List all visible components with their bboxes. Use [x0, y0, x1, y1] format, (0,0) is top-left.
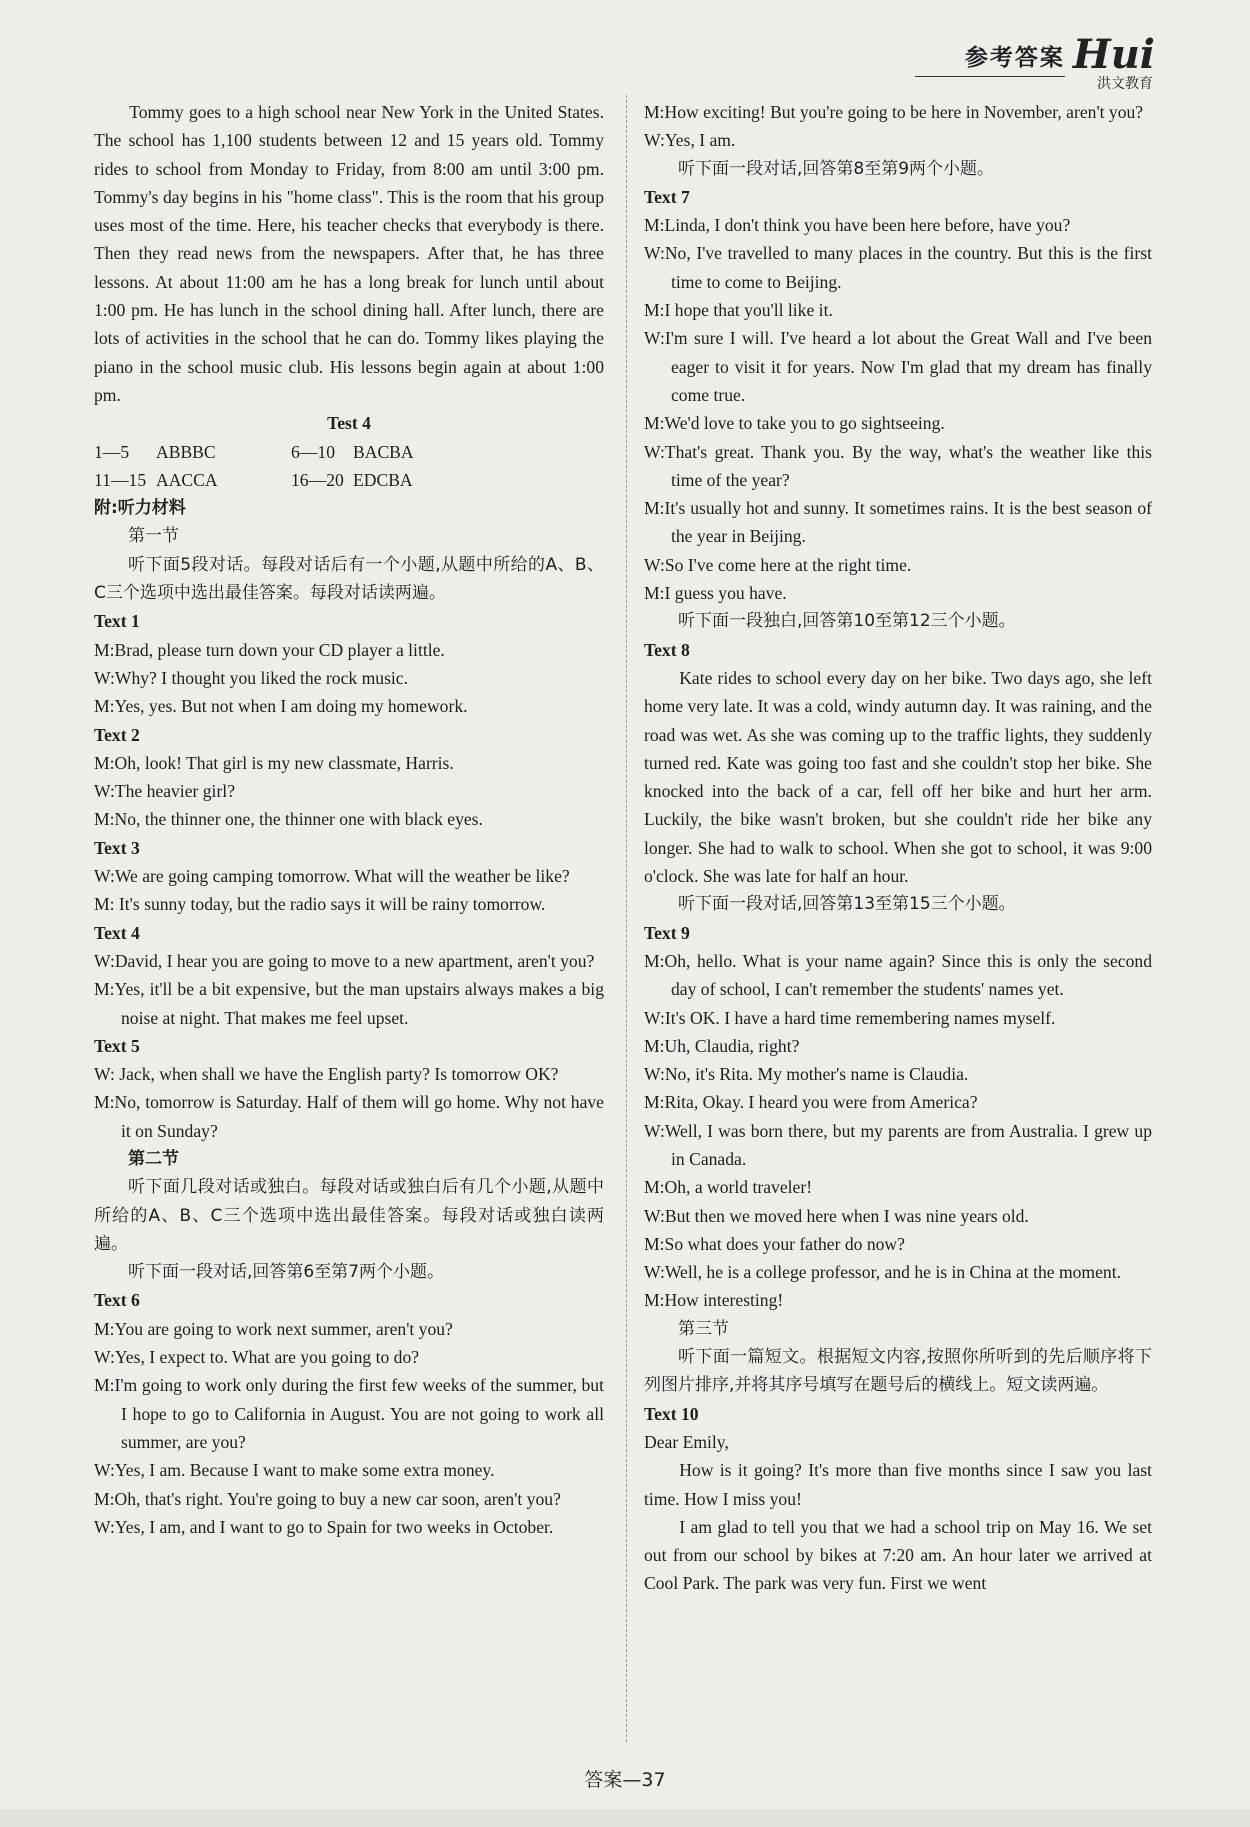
dialogue-line: W:It's OK. I have a hard time remembering names myself. — [644, 1007, 1056, 1028]
text-heading: Text 10 — [644, 1403, 699, 1424]
dialogue-line: M:I hope that you'll like it. — [644, 300, 833, 321]
dialogue-line: W: Jack, when shall we have the English party? Is tomorrow OK? — [94, 1064, 559, 1085]
dialogue-line: W:Yes, I am. Because I want to make some extra money. — [94, 1460, 495, 1481]
passage-paragraph: I am glad to tell you that we had a school trip on May 16. We set out from our school by bikes at 7:20 am. An hour later we arrived at Cool Park. The park was very fun. First we went — [644, 1516, 1152, 1594]
dialogue-line: M: It's sunny today, but the radio says it will be rainy tomorrow. — [94, 894, 546, 915]
test-heading: Test 4 — [327, 413, 371, 434]
section-heading: 第二节 — [128, 1148, 179, 1169]
question-instruction: 听下面一段对话,回答第8至第9两个小题。 — [678, 158, 995, 179]
answer-letters: AACCA — [156, 469, 218, 490]
dialogue-line: M:You are going to work next summer, aren't you? — [94, 1318, 453, 1339]
dialogue-line: M:Yes, yes. But not when I am doing my homework. — [94, 696, 468, 717]
answer-row — [94, 438, 604, 466]
dialogue-line: M:It's usually hot and sunny. It sometimes rains. It is the best season of the year in Beijing. — [644, 498, 1152, 547]
dialogue-line: W:Yes, I expect to. What are you going to do? — [94, 1347, 420, 1368]
left-column — [94, 98, 604, 1541]
dialogue-line: W:We are going camping tomorrow. What will the weather be like? — [94, 866, 570, 887]
dialogue-line: M:We'd love to take you to go sightseeing. — [644, 413, 945, 434]
dialogue-line: M:Oh, look! That girl is my new classmate, Harris. — [94, 752, 454, 773]
text-heading: Text 3 — [94, 837, 140, 858]
passage-paragraph: How is it going? It's more than five months since I saw you last time. How I miss you! — [644, 1460, 1152, 1509]
text-heading: Text 4 — [94, 922, 140, 943]
dialogue-line: M:Oh, that's right. You're going to buy a new car soon, aren't you? — [94, 1488, 561, 1509]
dialogue-line: M:Yes, it'll be a bit expensive, but the man upstairs always makes a big noise at night. That makes me feel upset. — [94, 979, 604, 1028]
text-heading: Text 1 — [94, 611, 140, 632]
dialogue-line: M:Rita, Okay. I heard you were from America? — [644, 1092, 978, 1113]
question-instruction: 听下面一段对话,回答第6至第7两个小题。 — [128, 1262, 445, 1283]
page-header — [964, 31, 1155, 93]
dialogue-line: W:So I've come here at the right time. — [644, 554, 912, 575]
column-divider — [626, 95, 627, 1742]
dialogue-line: W:David, I hear you are going to move to a new apartment, aren't you? — [94, 950, 595, 971]
section-instruction: 听下面5段对话。每段对话后有一个小题,从题中所给的A、B、C三个选项中选出最佳答案。每段对话读两遍。 — [94, 554, 604, 604]
answer-letters: EDCBA — [353, 469, 413, 490]
answer-key — [94, 438, 604, 495]
passage-paragraph: Kate rides to school every day on her bike. Two days ago, she left home very late. It was a cold, windy autumn day. It was raining, and the road was wet. As she was coming up to the traffic lights, they suddenly turned red. Kate was going too fast and she couldn't stop her bike. She knocked into the back of a car, fell off her bike and hurt her arm. Luckily, the bike wasn't broken, but she couldn't ride her bike any longer. She had to walk to school. When she got to school, it was 9:00 o'clock. She was late for half an hour. — [644, 667, 1152, 887]
dialogue-line: M:How exciting! But you're going to be here in November, aren't you? — [644, 102, 1144, 122]
page-number: 答案—37 — [584, 1769, 666, 1791]
section-heading: 第一节 — [128, 526, 179, 547]
answer-row — [94, 466, 604, 494]
appendix-heading: 附:听力材料 — [94, 498, 186, 519]
answer-range: 6—10 — [291, 441, 335, 462]
header-rule — [915, 76, 1065, 77]
dialogue-line: W:But then we moved here when I was nine years old. — [644, 1205, 1029, 1226]
dialogue-line: M:Oh, a world traveler! — [644, 1177, 813, 1198]
answer-range: 1—5 — [94, 441, 130, 462]
brand-logo: Hui — [1072, 31, 1155, 78]
brand-name: 洪文教育 — [1097, 76, 1153, 92]
dialogue-line: M:Uh, Claudia, right? — [644, 1035, 800, 1056]
answer-range: 11—15 — [94, 469, 147, 490]
dialogue-line: W:I'm sure I will. I've heard a lot about the Great Wall and I've been eager to visit it for years. Now I'm glad that my dream has finally come true. — [644, 328, 1152, 405]
answer-letters: BACBA — [353, 441, 414, 462]
dialogue-line: W:Why? I thought you liked the rock music. — [94, 667, 409, 688]
dialogue-line: W:Well, I was born there, but my parents are from Australia. I grew up in Canada. — [644, 1120, 1152, 1169]
dialogue-line: W:Yes, I am. — [644, 130, 736, 151]
dialogue-line: M:I guess you have. — [644, 583, 787, 604]
text-heading: Text 9 — [644, 922, 690, 943]
right-column — [644, 98, 1152, 1598]
dialogue-line: W:Well, he is a college professor, and he is in China at the moment. — [644, 1262, 1122, 1283]
text-heading: Text 7 — [644, 186, 690, 207]
dialogue-line: M:Linda, I don't think you have been here before, have you? — [644, 215, 1071, 236]
text-heading: Text 6 — [94, 1290, 140, 1311]
question-instruction: 听下面一段对话,回答第13至第15三个小题。 — [678, 894, 1016, 915]
dialogue-line: W:Yes, I am, and I want to go to Spain for two weeks in October. — [94, 1516, 554, 1537]
dialogue-line: W:No, I've travelled to many places in the country. But this is the first time to come to Beijing. — [644, 243, 1152, 292]
dialogue-line: W:No, it's Rita. My mother's name is Claudia. — [644, 1064, 969, 1085]
header-title: 参考答案 — [964, 45, 1065, 71]
dialogue-line: M:Oh, hello. What is your name again? Since this is only the second day of school, I can't remember the students' names yet. — [644, 950, 1152, 1000]
dialogue-line: M:So what does your father do now? — [644, 1233, 905, 1254]
section-instruction: 听下面几段对话或独白。每段对话或独白后有几个小题,从题中所给的A、B、C三个选项中选出最佳答案。每段对话或独白读两遍。 — [94, 1177, 604, 1254]
text-heading: Text 2 — [94, 724, 140, 745]
question-instruction: 听下面一段独白,回答第10至第12三个小题。 — [678, 611, 1016, 632]
text-heading: Text 5 — [94, 1035, 140, 1056]
answer-letters: ABBBC — [156, 441, 216, 462]
dialogue-line: W:That's great. Thank you. By the way, what's the weather like this time of the year? — [644, 441, 1152, 490]
passage-paragraph: Tommy goes to a high school near New York in the United States. The school has 1,100 students between 12 and 15 years old. Tommy rides to school from Monday to Friday, from 8:00 am until 3:00 pm. Tommy's day begins in his "home class". This is the room that his group uses most of the time. Here, his teacher checks that everybody is there. Then they read news from the newspapers. After that, he has three lessons. At about 11:00 am he has a long break for lunch until about 1:00 pm. He has lunch in the school dining hall. After lunch, there are lots of activities in the school that he can do. Tommy likes playing the piano in the school music club. His lessons begin again at about 1:00 pm. — [94, 102, 604, 405]
text-heading: Text 8 — [644, 639, 690, 660]
dialogue-line: M:Brad, please turn down your CD player a little. — [94, 639, 445, 660]
scan-edge — [0, 1809, 1250, 1827]
section-heading: 第三节 — [678, 1318, 729, 1339]
dialogue-line: M:No, tomorrow is Saturday. Half of them will go home. Why not have it on Sunday? — [94, 1092, 604, 1141]
dialogue-line: M:No, the thinner one, the thinner one with black eyes. — [94, 809, 483, 830]
dialogue-line: M:I'm going to work only during the first few weeks of the summer, but I hope to go to California in August. You are not going to work all summer, are you? — [94, 1375, 604, 1452]
dialogue-line: M:How interesting! — [644, 1290, 784, 1311]
answer-range: 16—20 — [291, 469, 344, 490]
letter-greeting: Dear Emily, — [644, 1431, 729, 1452]
section-instruction: 听下面一篇短文。根据短文内容,按照你所听到的先后顺序将下列图片排序,并将其序号填写在题号后的横线上。短文读两遍。 — [644, 1347, 1152, 1396]
dialogue-line: W:The heavier girl? — [94, 781, 235, 802]
